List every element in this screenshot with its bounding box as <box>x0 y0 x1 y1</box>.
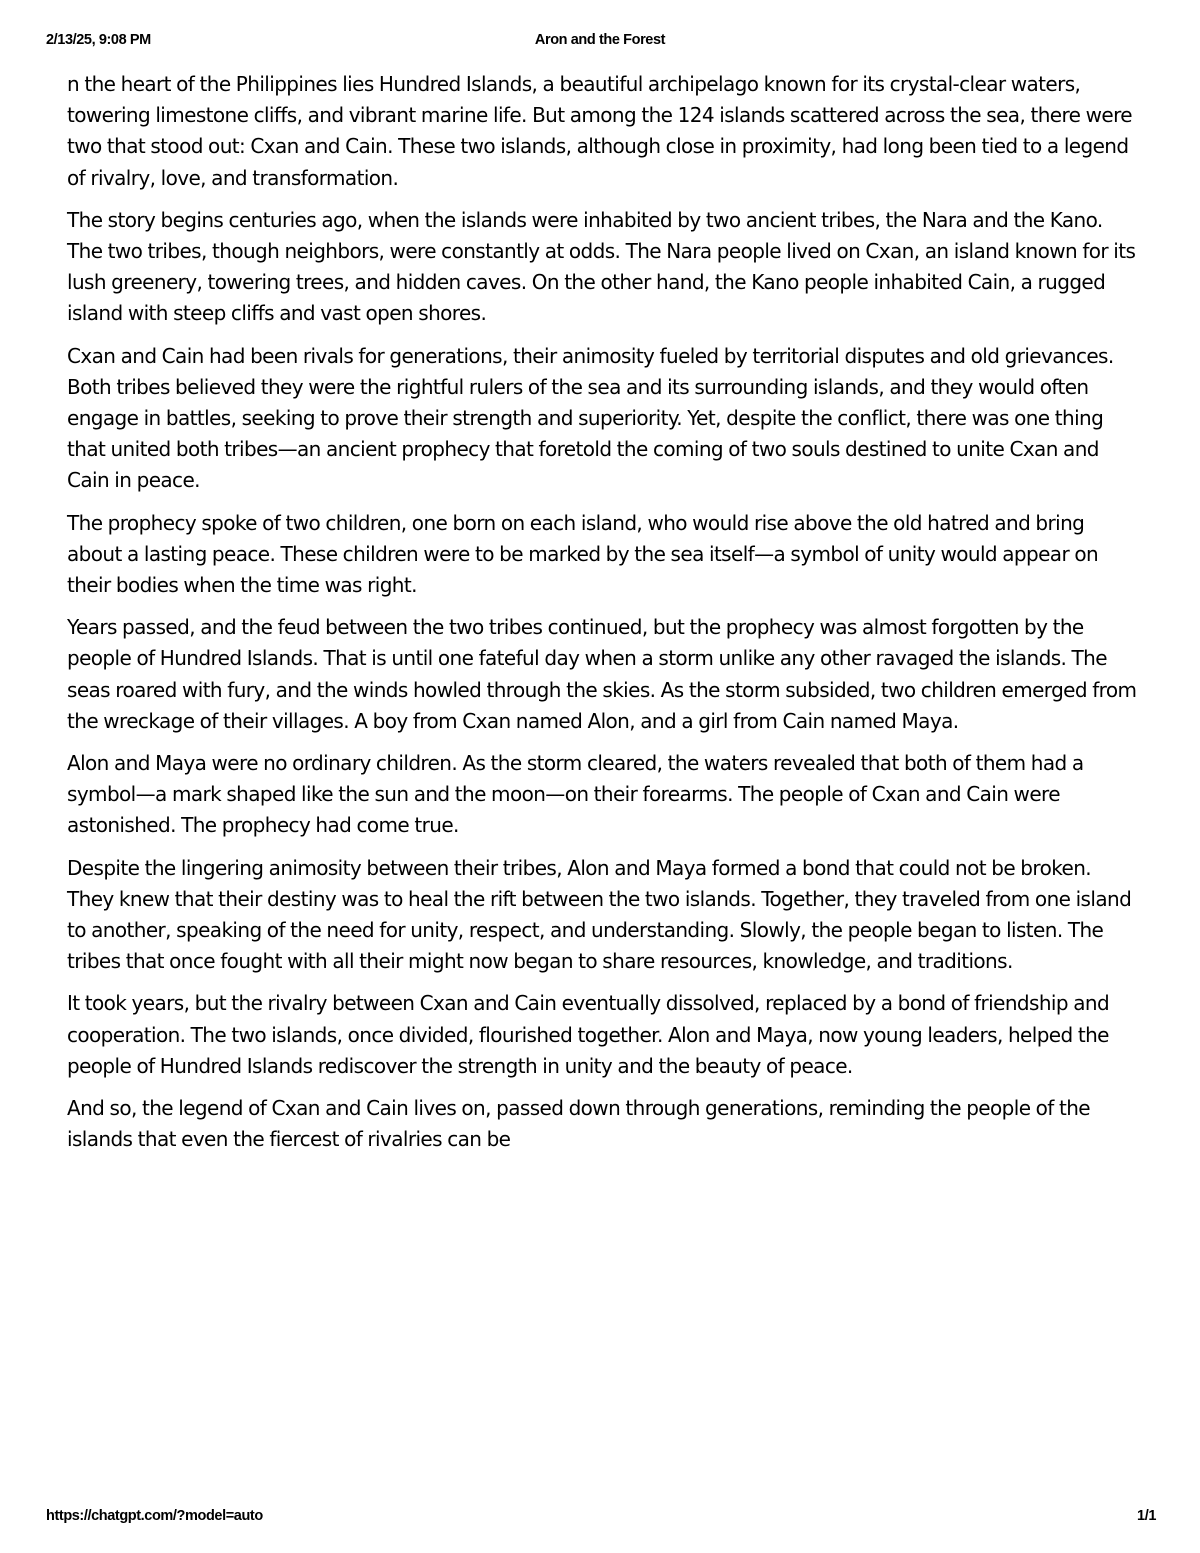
source-url: https://chatgpt.com/?model=auto <box>46 1508 263 1524</box>
paragraph: And so, the legend of Cxan and Cain lives on, passed down through generations, reminding the people of the islands that even the fiercest of rivalries can be <box>67 1096 1091 1152</box>
paragraph: Years passed, and the feud between the two tribes continued, but the prophecy was almost forgotten by the people of Hundred Islands. That is until one fateful day when a storm unlike any other ravaged the islands. The seas roared with fury, and the winds howled through the skies. As the storm subsided, two children emerged from the wreckage of their villages. A boy from Cxan named Alon, and a girl from Cain named Maya. <box>67 615 1137 733</box>
paragraph: Alon and Maya were no ordinary children. As the storm cleared, the waters revealed that both of them had a symbol—a mark shaped like the sun and the moon—on their forearms. The people of Cxan and Cain were astonished. The prophecy had come true. <box>67 751 1084 838</box>
paragraph: It took years, but the rivalry between Cxan and Cain eventually dissolved, replaced by a bond of friendship and cooperation. The two islands, once divided, flourished together. Alon and Maya, now young leaders, helped the people of Hundred Islands rediscover the strength in unity and the beauty of peace. <box>67 991 1110 1078</box>
story-text <box>67 69 1137 1167</box>
paragraph: Despite the lingering animosity between their tribes, Alon and Maya formed a bond that could not be broken. They knew that their destiny was to heal the rift between the two islands. Together, they traveled from one island to another, speaking of the need for unity, respect, and understanding. Slowly, the people began to listen. The tribes that once fought with all their might now began to share resources, knowledge, and traditions. <box>67 855 1132 974</box>
print-date: 2/13/25, 9:08 PM <box>46 32 151 48</box>
page-number: 1/1 <box>1137 1508 1156 1524</box>
print-header <box>46 28 1154 52</box>
paragraph: n the heart of the Philippines lies Hundred Islands, a beautiful archipelago known for its crystal-clear waters, towering limestone cliffs, and vibrant marine life. But among the 124 islands scattered across the sea, there were two that stood out: Cxan and Cain. These two islands, although close in proximity, had long been tied to a legend of rivalry, love, and transformation. <box>67 72 1132 190</box>
paragraph: Cxan and Cain had been rivals for generations, their animosity fueled by territorial disputes and old grievances. Both tribes believed they were the rightful rulers of the sea and its surrounding islands, and they would often engage in battles, seeking to prove their strength and superiority. Yet, despite the conflict, there was one thing that united both tribes—an ancient prophecy that foretold the coming of two souls destined to unite Cxan and Cain in peace. <box>67 343 1114 493</box>
document-title: Aron and the Forest <box>534 32 666 48</box>
paragraph: The story begins centuries ago, when the islands were inhabited by two ancient tribes, the Nara and the Kano. The two tribes, though neighbors, were constantly at odds. The Nara people lived on Cxan, an island known for its lush greenery, towering trees, and hidden caves. On the other hand, the Kano people inhabited Cain, a rugged island with steep cliffs and vast open shores. <box>67 207 1136 326</box>
paragraph: The prophecy spoke of two children, one born on each island, who would rise above the old hatred and bring about a lasting peace. These children were to be marked by the sea itself—a symbol of unity would appear on their bodies when the time was right. <box>67 510 1099 598</box>
print-footer <box>46 1508 1156 1528</box>
